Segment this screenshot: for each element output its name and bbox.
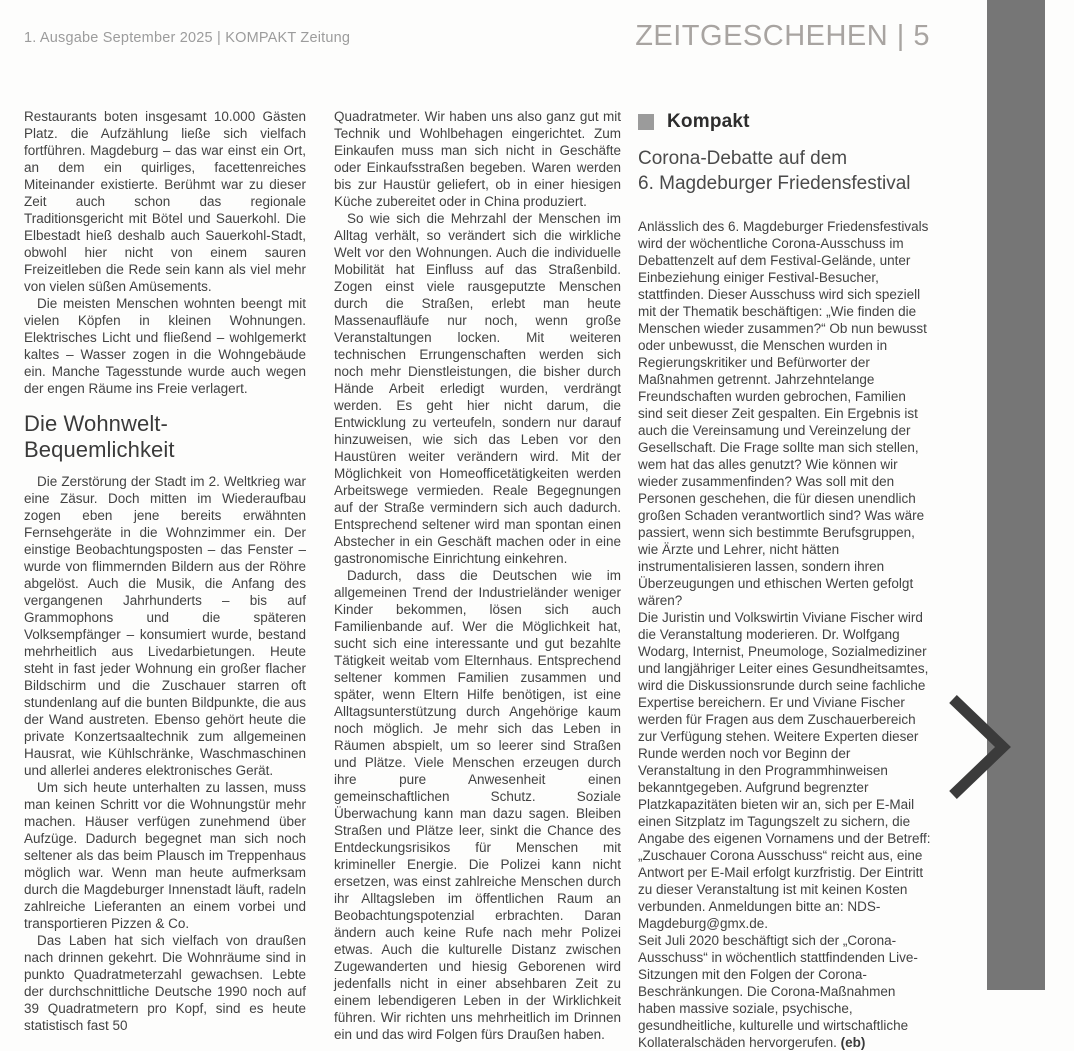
author-initials: (eb) [840,1035,866,1050]
next-page-arrow-icon[interactable] [945,692,1011,804]
kicker-label: Kompakt [667,111,750,132]
paragraph: Quadratmeter. Wir haben uns also ganz gut mit Technik und Wohlbehagen eingerichtet. Zum Einkaufen muss man sich nicht in Geschäfte oder Einkaufsstraßen begeben. Waren werden bis zur Haustür geliefert, ob in einer hiesigen Küche zubereitet oder in China produziert. [334,109,621,209]
paragraph: Das Laben hat sich vielfach von draußen nach drinnen gekehrt. Die Wohnräume sind in punkto Quadratmeterzahl gewachsen. Lebte der durchschnittliche Deutsche 1990 noch auf 39 Quadratmetern pro Kopf, sind es heute statistisch fast 50 [24,933,306,1033]
page-edge-bar [987,0,1045,990]
paragraph [638,932,931,1051]
kicker-square-icon [638,114,654,130]
closing-paragraph-text: Seit Juli 2020 beschäftigt sich der „Corona-Ausschuss“ in wöchentlich stattfindenden Live-Sitzungen mit den Folgen der Corona-Beschränkungen. Die Corona-Maßnahmen haben massive soziale, psychische, gesundheitliche, kulturelle und wirtschaftliche Kollateralschäden hervorgerufen. [638,933,918,1050]
article-column-1 [24,108,306,1034]
paragraph: Anlässlich des 6. Magdeburger Friedensfestivals wird der wöchentliche Corona-Ausschuss im Debattenzelt auf dem Festival-Gelände, unter Einbeziehung einiger Festival-Besucher, stattfinden. Dieser Ausschuss wird sich speziell mit der Thematik beschäftigen: „Wie finden die Menschen wieder zusammen?“ Ob nun bewusst oder unbewusst, die Menschen wurden in Regierungskritiker und Befürworter der Maßnahmen getrennt. Jahrzehntelange Freundschaften wurden gebrochen, Familien sind seit dieser Zeit gespalten. Ein Ergebnis ist auch die Vereinsamung und Vereinzelung der Gesellschaft. Die Frage sollte man sich stellen, wem hat das alles genutzt? Wie können wir wieder zusammenfinden? Was soll mit den Personen geschehen, die für diesen unendlich großen Schaden verantwortlich sind? Was wäre passiert, wenn sich bestimmte Berufsgruppen, wie Ärzte und Lehrer, nicht hätten instrumentalisieren lassen, sondern ihren Überzeugungen und ethischen Werten gefolgt wären? [638,219,929,608]
paragraph: So wie sich die Mehrzahl der Menschen im Alltag verhält, so verändert sich die wirkliche Welt vor den Wohnungen. Auch die individuelle Mobilität hat Einfluss auf das Straßenbild. Zogen einst viele rausgeputzte Menschen durch die Straßen, erlebt man heute Massenaufläufe nur noch, wenn große Veranstaltungen locken. Mit weiteren technischen Errungenschaften werden sich noch mehr Dienstleistungen, die bisher durch Hände Arbeit erledigt wurden, verdrängt werden. Es geht hier nicht darum, die Entwicklung zu verteufeln, sondern nur darauf hinzuweisen, wie sich das Leben vor den Haustüren weiter verändern wird. Mit der Möglichkeit von Homeofficetätigkeiten werden Arbeitswege vermieden. Reale Begegnungen auf der Straße vermindern sich auch dadurch. Entsprechend seltener wird man spontan einen Abstecher in ein Geschäft machen oder in eine gastronomische Einrichtung einkehren. [334,211,621,566]
paragraph: Um sich heute unterhalten zu lassen, muss man keinen Schritt vor die Wohnungstür mehr machen. Häuser verfügen zunehmend über Aufzüge. Dadurch begegnet man sich noch seltener als das beim Plausch im Treppenhaus möglich war. Wenn man heute aufmerksam durch die Magdeburger Innenstadt läuft, radeln zahlreiche Lieferanten an einem vorbei und transportieren Pizzen & Co. [24,780,306,931]
paragraph: Die meisten Menschen wohnten beengt mit vielen Köpfen in kleinen Wohnungen. Elektrisches Licht und fließend – wohlgemerkt kaltes – Wasser zogen in die Wohngebäude ein. Manche Tagesstunde wurde auch wegen der engen Räume ins Freie verlagert. [24,296,306,396]
kompakt-kicker [638,113,931,130]
paragraph: Restaurants boten insgesamt 10.000 Gästen Platz. die Aufzählung ließe sich vielfach fortführen. Magdeburg – das war einst ein Ort, an dem ein quirliges, facettenreiches Miteinander existierte. Berühmt war zu dieser Zeit auch schon das regionale Traditionsgericht mit Bötel und Sauerkohl. Die Elbestadt hieß deshalb auch Sauerkohl-Stadt, obwohl hier nicht von einem sauren Freizeitleben die Rede sein kann als viel mehr von vielen süßen Amüsements. [24,109,306,294]
issue-label: 1. Ausgabe September 2025 | KOMPAKT Zeitung [24,30,351,46]
paragraph: Die Juristin und Volkswirtin Viviane Fischer wird die Veranstaltung moderieren. Dr. Wolfgang Wodarg, Internist, Pneumologe, Sozialmediziner und langjähriger Leiter eines Gesundheitsamtes, wird die Diskussionsrunde durch seine fachliche Expertise bereichern. Er und Viviane Fischer werden für Fragen aus dem Zuschauerbereich zur Verfügung stehen. Weitere Experten dieser Runde werden noch vor Beginn der Veranstaltung in den Programmhinweisen bekanntgegeben. Aufgrund begrenzter Platzkapazitäten bieten wir an, sich per E-Mail einen Sitzplatz im Tagungszelt zu sichern, die Angabe des eigenen Vornamens und der Betreff: „Zuschauer Corona Ausschuss“ reicht aus, eine Antwort per E-Mail erfolgt kurzfristig. Der Eintritt zu dieser Veranstaltung ist mit keinen Kosten verbunden. Anmeldungen bitte an: NDS-Magdeburg@gmx.de. [638,610,931,931]
paragraph: Dadurch, dass die Deutschen wie im allgemeinen Trend der Industrieländer weniger Kinder bekommen, lösen sich auch Familienbande auf. Wer die Möglichkeit hat, sucht sich eine interessante und gut bezahlte Tätigkeit weitab vom Elternhaus. Entsprechend seltener kommen Familien zusammen und später, wenn Eltern Hilfe benötigen, ist eine Alltagsunterstützung durch Angehörige kaum noch möglich. Je mehr sich das Leben in Räumen abspielt, um so leerer sind Straßen und Plätze. Viele Menschen erzeugen durch ihre pure Anwesenheit einen gemeinschaftlichen Schutz. Soziale Überwachung kann man dazu sagen. Bleiben Straßen und Plätze leer, sinkt die Chance des Entdeckungsrisikos für Menschen mit krimineller Energie. Die Polizei kann nicht ersetzen, was einst zahlreiche Menschen durch ihr Alltagsleben im öffentlichen Raum an Beobachtungspotenzial erbrachten. Daran ändern auch keine Rufe nach mehr Polizei etwas. Auch die kulturelle Distanz zwischen Zugewanderten und hiesig Geborenen wird jedenfalls nicht in einer absehbaren Zeit zu einem lebendigeren Leben in der Wirklichkeit führen. Wir richten uns mehrheitlich im Drinnen ein und das wird Folgen fürs Draußen haben. [334,568,621,1042]
title-line-1: Corona-Debatte auf dem [638,148,848,169]
article-subheading: Die Wohnwelt-Bequemlichkeit [24,411,175,462]
article-column-2 [334,108,621,1043]
kompakt-article-column [638,108,931,1051]
section-page-label: ZEITGESCHEHEN | 5 [635,20,930,52]
paragraph: Die Zerstörung der Stadt im 2. Weltkrieg war eine Zäsur. Doch mitten im Wiederaufbau zogen eben jene bereits erwähnten Fernsehgeräte in die Wohnzimmer ein. Der einstige Beobachtungsposten – das Fenster – wurde von flimmernden Bildern aus der Röhre abgelöst. Auch die Musik, die Anfang des vergangenen Jahrhunderts – bis auf Grammophons und die späteren Volksempfänger – konsumiert wurde, bestand mehrheitlich aus Livedarbietungen. Heute steht in fast jeder Wohnung ein großer flacher Bildschirm und die Zuschauer starren oft stundenlang auf die bunten Bildpunkte, die aus der Wand austreten. Ebenso gehört heute die private Konzertsaaltechnik zum allgemeinen Hausrat, wie Kühlschränke, Waschmaschinen und allerlei anderes elektronisches Gerät. [24,474,306,778]
kompakt-article-title [638,146,931,196]
title-line-2: 6. Magdeburger Friedensfestival [638,173,911,194]
